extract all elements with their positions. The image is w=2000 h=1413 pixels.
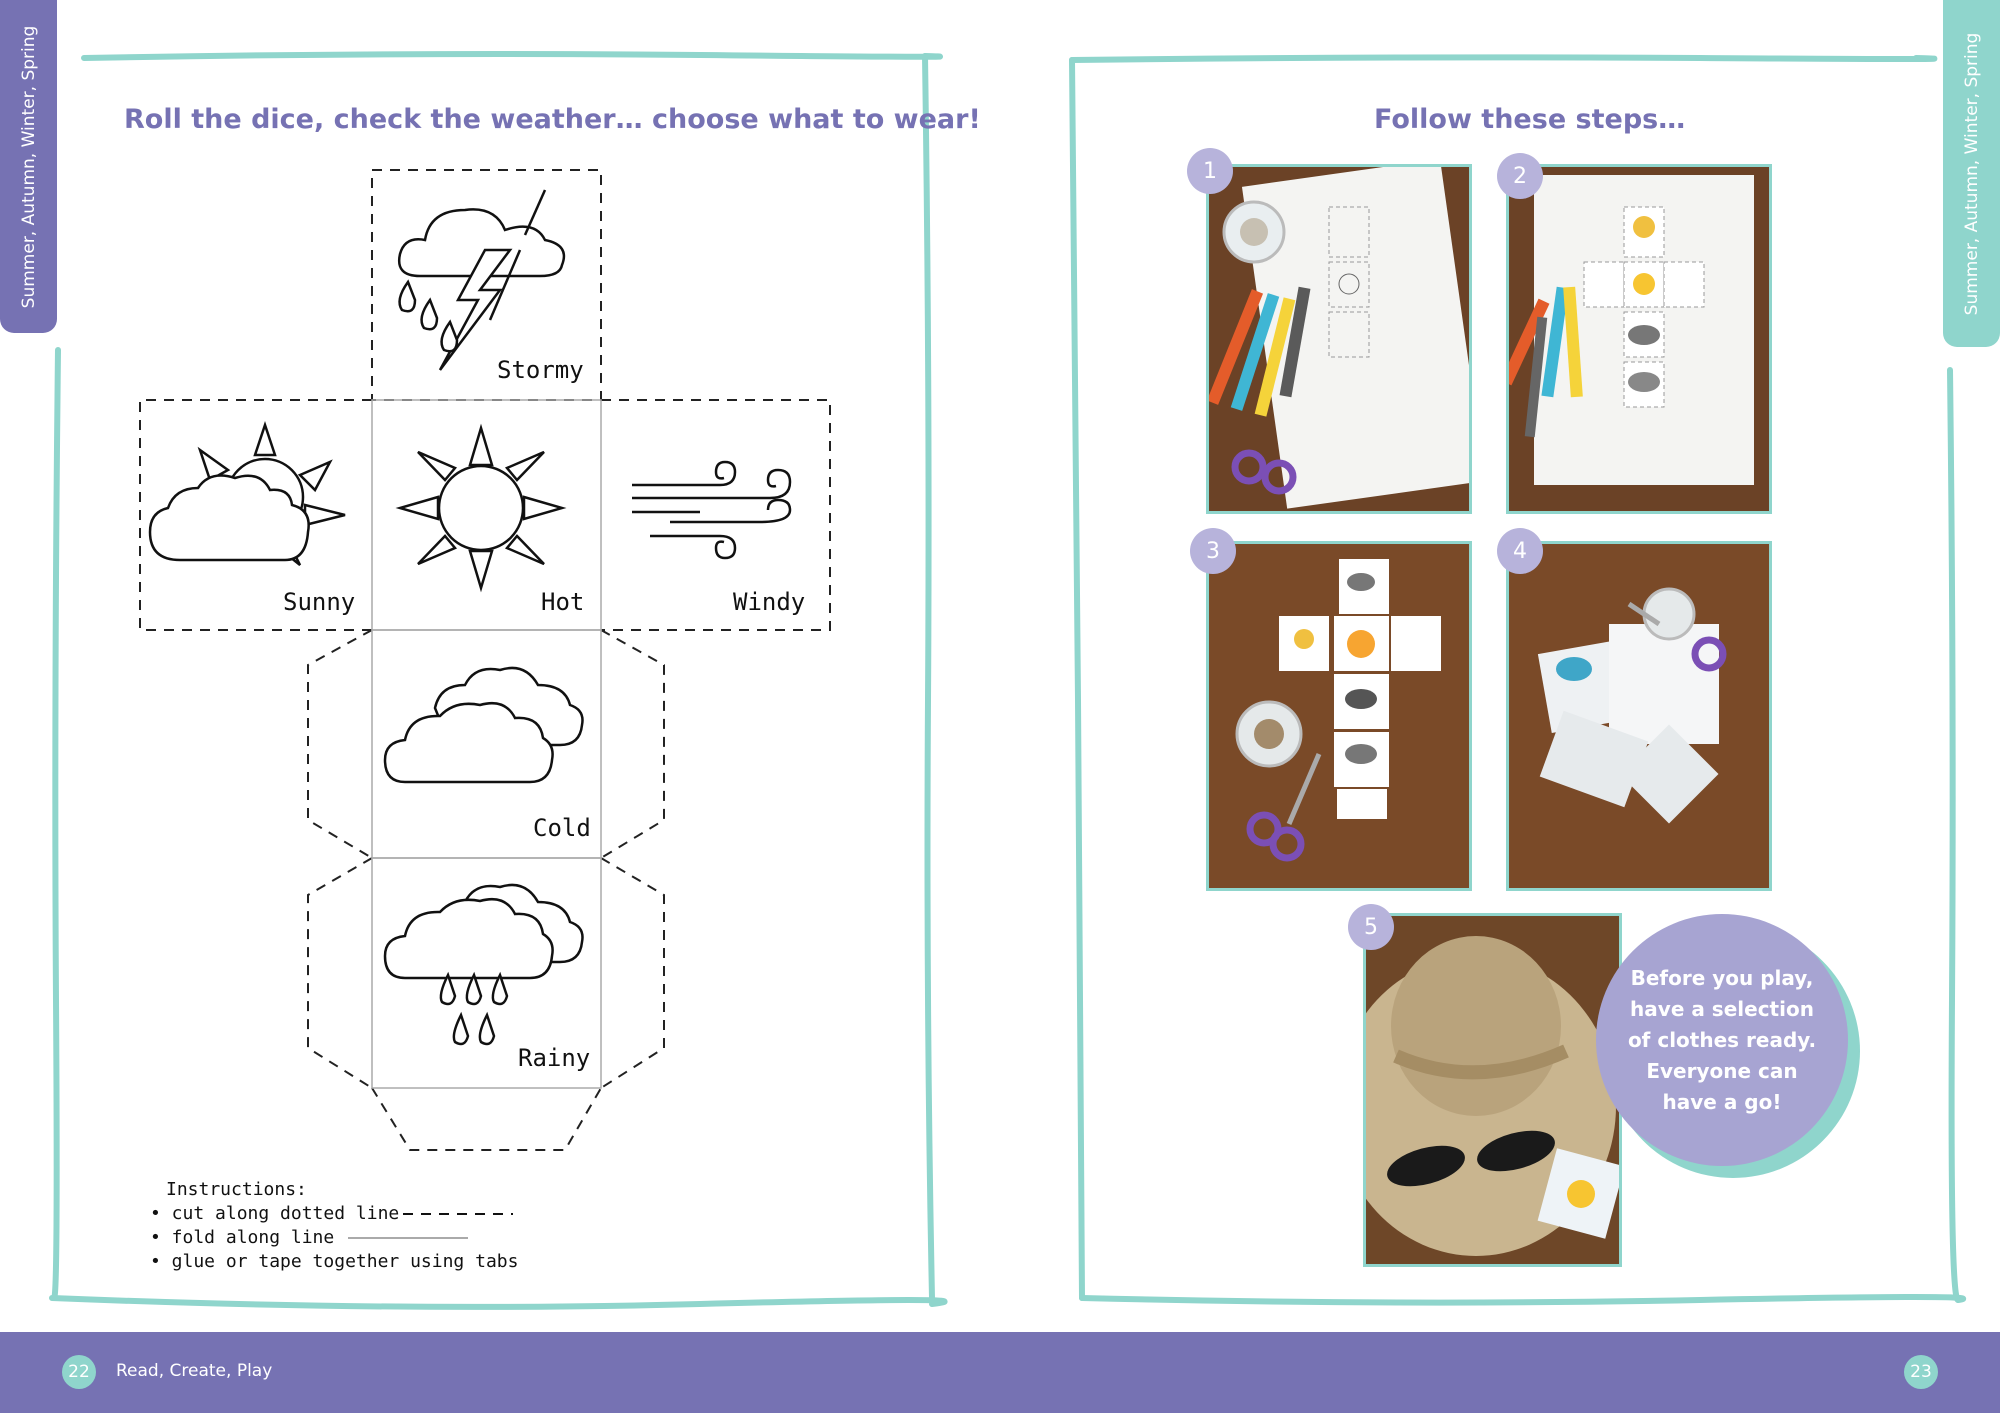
step-number-1: 1 (1187, 148, 1233, 194)
hot-sun-icon (400, 428, 562, 588)
page-number-left: 22 (62, 1355, 96, 1389)
stormy-icon (399, 190, 564, 370)
solid-line-sample (348, 1236, 468, 1240)
face-label-stormy: Stormy (497, 356, 584, 384)
rain-cloud-icon (385, 885, 583, 1044)
instructions (150, 1178, 518, 1274)
step-1-image (1209, 167, 1469, 511)
cloud-icon (385, 668, 583, 782)
step-5-image (1366, 916, 1619, 1264)
instruction-glue: • glue or tape together using tabs (150, 1251, 519, 1272)
step-3-image (1209, 544, 1469, 888)
step-4-photo (1506, 541, 1772, 891)
face-label-windy: Windy (733, 588, 806, 616)
instruction-fold: • fold along line (150, 1227, 335, 1248)
right-page-heading: Follow these steps… (1374, 104, 1686, 135)
step-3-photo (1206, 541, 1472, 891)
face-label-cold: Cold (533, 814, 591, 842)
step-number-4: 4 (1497, 528, 1543, 574)
tip-bubble (1596, 914, 1848, 1166)
face-label-rainy: Rainy (518, 1044, 591, 1072)
instruction-cut: • cut along dotted line (150, 1203, 400, 1224)
instructions-title: Instructions: (166, 1179, 307, 1200)
sunny-icon (150, 425, 345, 565)
step-4-image (1509, 544, 1769, 888)
page-number-right: 23 (1904, 1355, 1938, 1389)
step-5-photo (1363, 913, 1622, 1267)
section-tab-right-label: Summer, Autumn, Winter, Spring (1961, 32, 1982, 315)
step-number-5: 5 (1348, 904, 1394, 950)
dotted-line-sample (403, 1212, 513, 1216)
step-number-2: 2 (1497, 153, 1543, 199)
section-tab-left-label: Summer, Autumn, Winter, Spring (18, 25, 39, 308)
face-label-sunny: Sunny (283, 588, 356, 616)
windy-icon (632, 462, 790, 558)
footer-title: Read, Create, Play (116, 1361, 273, 1381)
footer-bar (0, 1332, 2000, 1413)
tip-text: Before you play, have a selection of clothes ready. Everyone can have a go! (1627, 965, 1817, 1114)
step-number-3: 3 (1190, 528, 1236, 574)
step-2-image (1509, 167, 1769, 511)
left-page-heading: Roll the dice, check the weather… choose what to wear! (124, 104, 981, 135)
step-2-photo (1506, 164, 1772, 514)
step-1-photo (1206, 164, 1472, 514)
face-label-hot: Hot (541, 588, 585, 616)
